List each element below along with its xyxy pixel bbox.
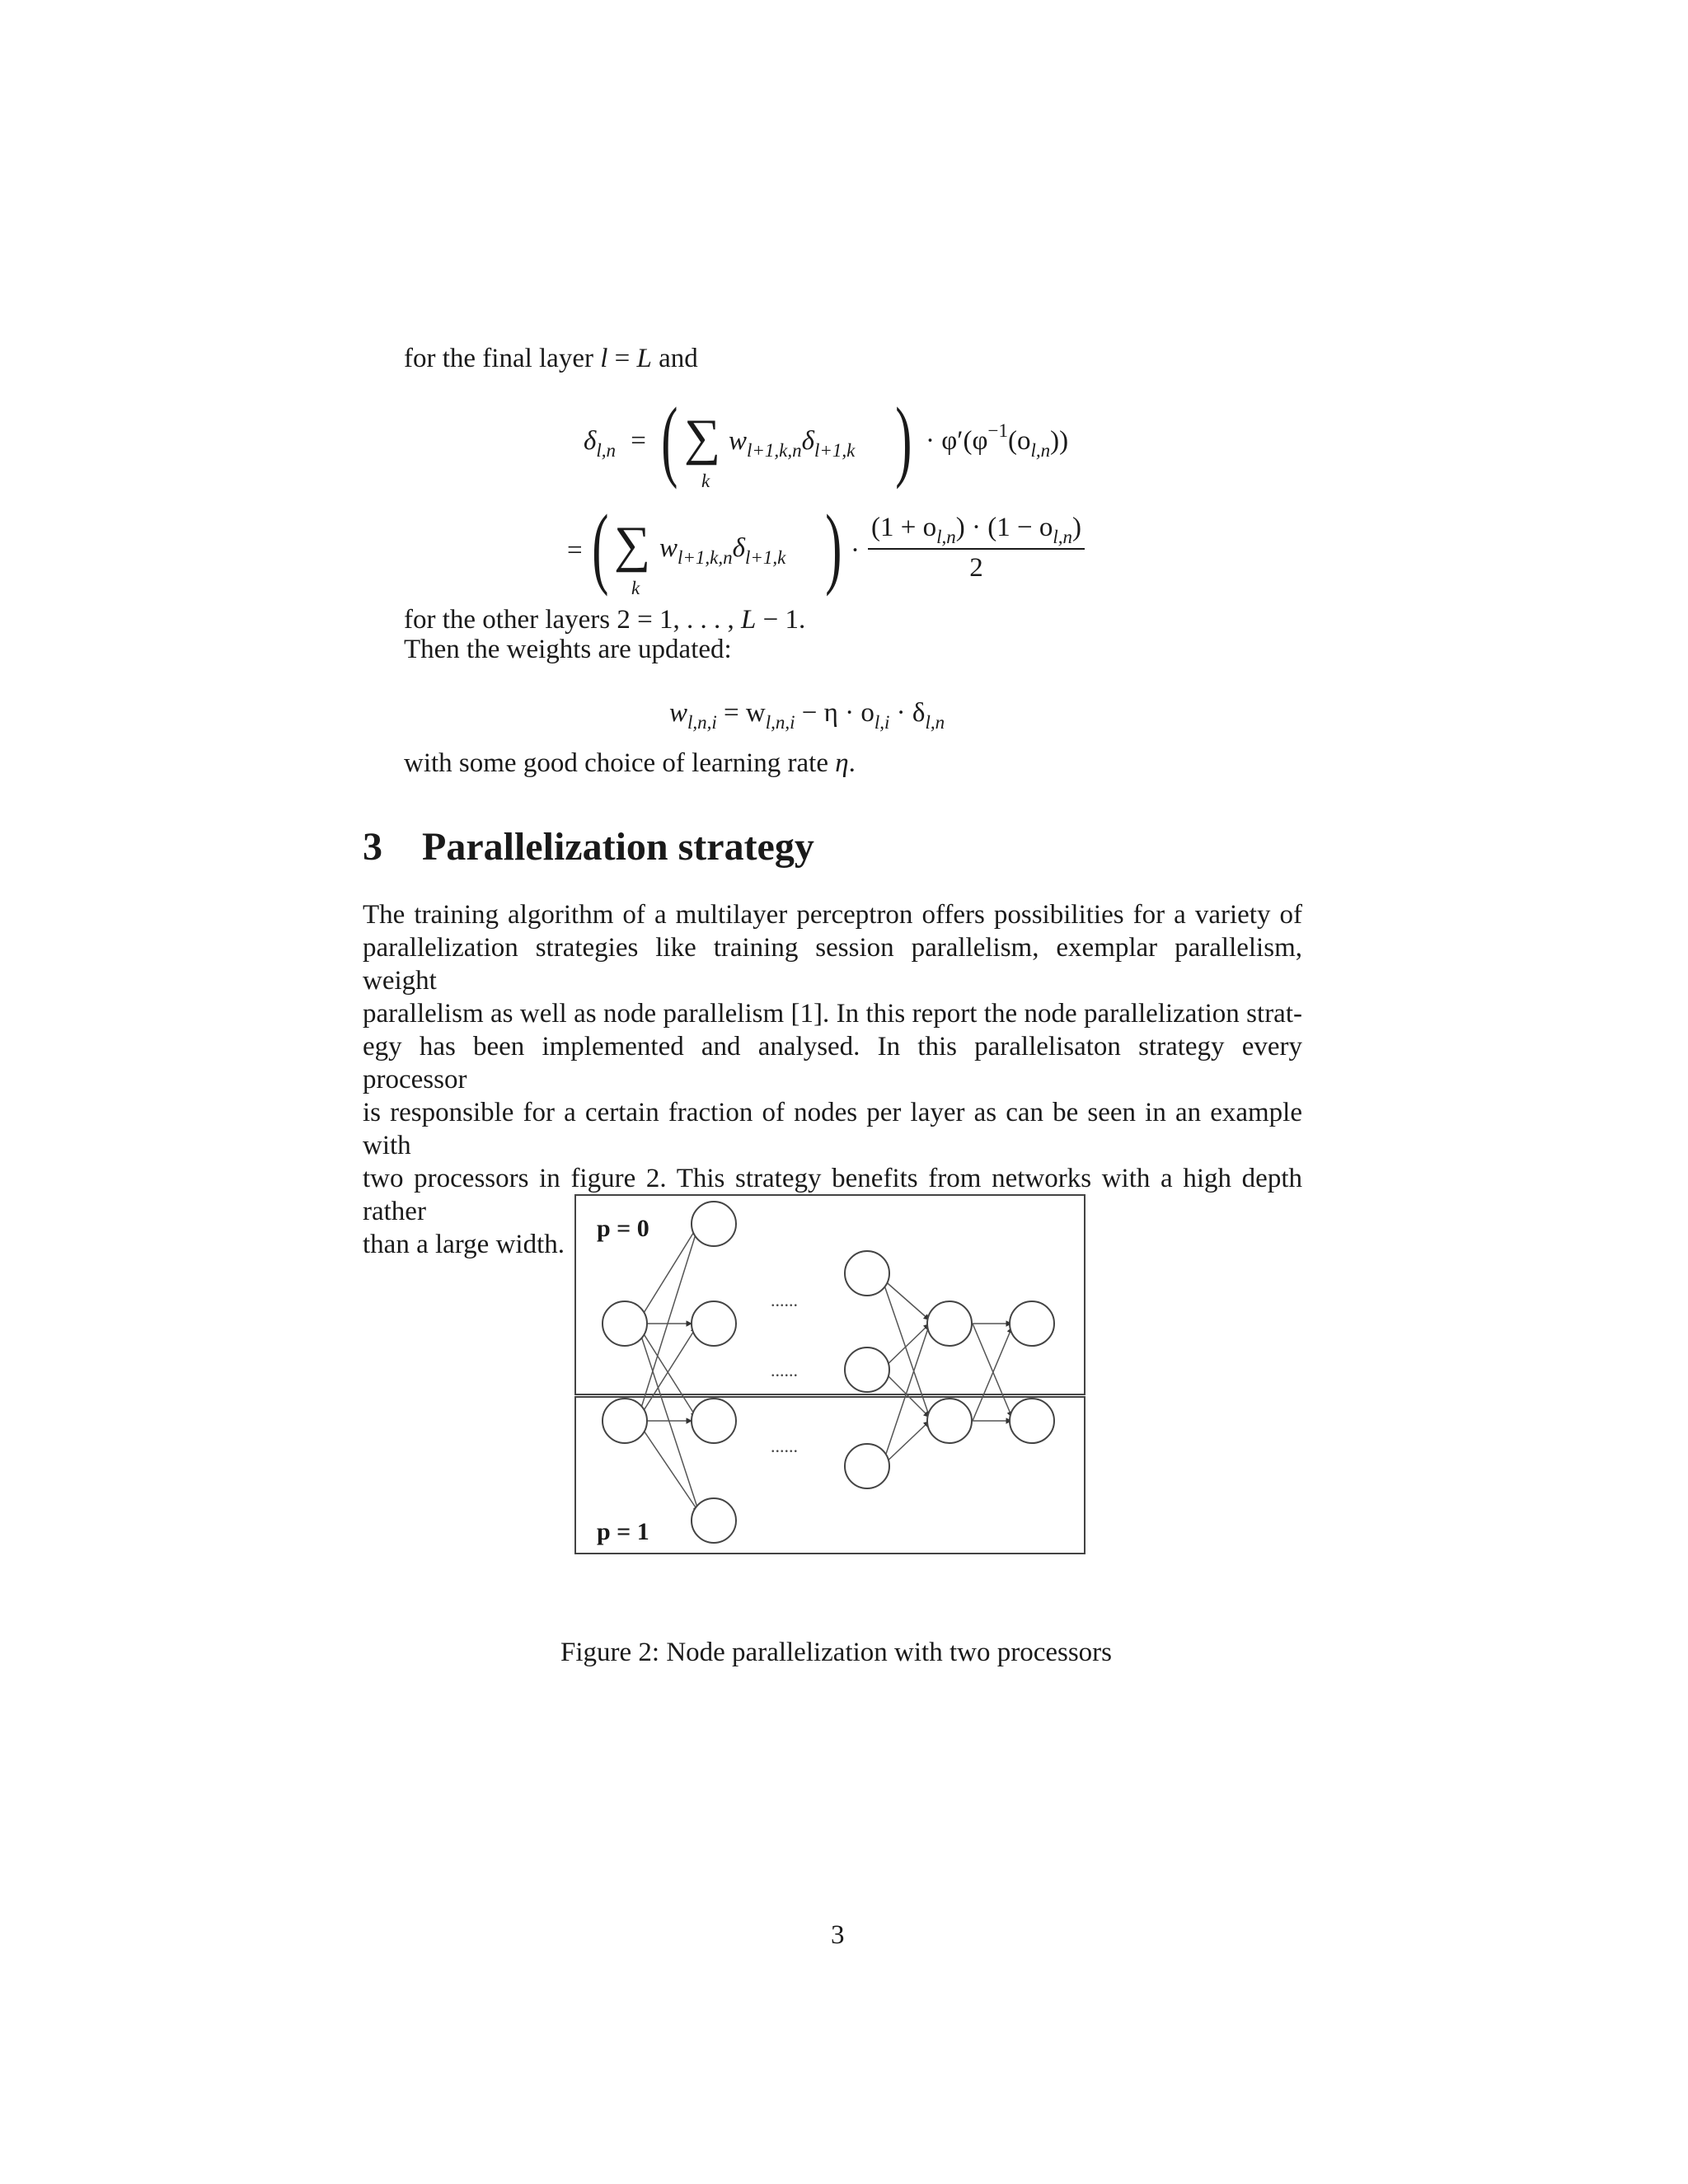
learning-rate-line: with some good choice of learning rate η. [404, 748, 856, 778]
node-hidden1-c [692, 1399, 736, 1443]
multiply-dot: · [851, 536, 860, 565]
paragraph-line: parallelization strategies like training session parallelism, exemplar parallelism, weight [363, 933, 1302, 996]
node-hidden1-a [692, 1202, 736, 1246]
ellipsis-bottom: ...... [771, 1436, 798, 1456]
equals-sign-2: = [567, 536, 583, 565]
numerator-part3: ) [1071, 513, 1081, 542]
paragraph-line: egy has been implemented and analysed. In this parallelisaton strategy every processor [363, 1032, 1302, 1094]
numerator-sub2: l,n [1053, 527, 1072, 547]
node-hiddenN-b [845, 1347, 889, 1392]
section-number: 3 [363, 825, 382, 869]
processor-0-box [575, 1195, 1085, 1394]
delta-symbol-next-2: δ [732, 533, 745, 563]
left-paren-2: ( [592, 496, 609, 597]
inverse-superscript: −1 [987, 420, 1009, 441]
node-input-p0 [603, 1301, 647, 1346]
argument-subscript: l,n [1030, 440, 1051, 461]
paragraph-line: two processors in figure 2. This strategy benefits from networks with a high depth rather [363, 1164, 1302, 1226]
node-hiddenN-a [845, 1251, 889, 1296]
paragraph-line: The training algorithm of a multilayer perceptron offers possibilities for a variety of [363, 900, 1302, 930]
weight-symbol-2: w [659, 533, 678, 563]
delta-next-subscript: l+1,k [814, 440, 856, 461]
fraction-denominator: 2 [969, 553, 983, 583]
section-title: Parallelization strategy [422, 825, 814, 869]
sum-index: k [701, 471, 710, 491]
sum-symbol: ∑ [684, 410, 721, 466]
update-rest: − η · o [801, 698, 874, 728]
update-mid: = w [724, 698, 766, 728]
weight-subscript-2: l+1,k,n [678, 547, 733, 568]
numerator-part1: (1 + o [871, 513, 937, 542]
closing-parens: )) [1050, 426, 1069, 456]
page-number: 3 [831, 1920, 845, 1950]
paragraph-line: than a large width. [363, 1230, 565, 1259]
sum-index-2: k [631, 578, 640, 598]
weight-subscript: l+1,k,n [747, 440, 802, 461]
right-paren: ) [895, 389, 912, 490]
node-hiddenM-a [927, 1301, 972, 1346]
ellipsis-top: ...... [771, 1290, 798, 1310]
figure-caption: Figure 2: Node parallelization with two processors [560, 1638, 1113, 1667]
node-hiddenM-b [927, 1399, 972, 1443]
paragraph-line: is responsible for a certain fraction of nodes per layer as can be seen in an example with [363, 1098, 1302, 1160]
update-d-sub: l,n [925, 712, 945, 733]
delta-subscript: l,n [596, 440, 616, 461]
left-paren: ( [661, 389, 678, 490]
delta-symbol: δ [584, 426, 597, 456]
numerator-sub1: l,n [936, 527, 956, 547]
node-hidden1-b [692, 1301, 736, 1346]
update-line: Then the weights are updated: [404, 635, 732, 664]
node-output-b [1010, 1399, 1054, 1443]
sum-symbol-2: ∑ [614, 517, 651, 573]
node-output-a [1010, 1301, 1054, 1346]
node-hiddenN-c [845, 1444, 889, 1488]
derivative-factor: · φ′(φ [926, 426, 988, 456]
derivative-argument: (o [1008, 426, 1031, 456]
equals-sign: = [631, 426, 646, 456]
right-paren-2: ) [825, 496, 842, 597]
ellipsis-middle: ...... [771, 1360, 798, 1380]
label-p1: p = 1 [597, 1518, 649, 1545]
update-rest2: · δ [896, 698, 926, 728]
edges-layer1 [637, 1224, 699, 1512]
numerator-part2: ) · (1 − o [955, 513, 1053, 542]
update-w-sub: l,n,i [687, 712, 717, 733]
node-hidden1-d [692, 1498, 736, 1543]
update-o-sub: l,i [874, 712, 890, 733]
intro-line: for the final layer l = L and [404, 344, 698, 373]
other-layers-line: for the other layers 2 = 1, . . . , L − 1. [404, 605, 806, 635]
update-mid-sub: l,n,i [765, 712, 795, 733]
label-p0: p = 0 [597, 1215, 649, 1242]
delta-next-subscript-2: l+1,k [744, 547, 786, 568]
network-nodes [603, 1202, 1054, 1543]
weight-symbol: w [729, 426, 748, 456]
paragraph-line: parallelism as well as node parallelism [1]. In this report the node parallelization strat- [363, 999, 1302, 1029]
update-w: w [669, 698, 688, 728]
delta-symbol-next: δ [801, 426, 814, 456]
node-input-p1 [603, 1399, 647, 1443]
